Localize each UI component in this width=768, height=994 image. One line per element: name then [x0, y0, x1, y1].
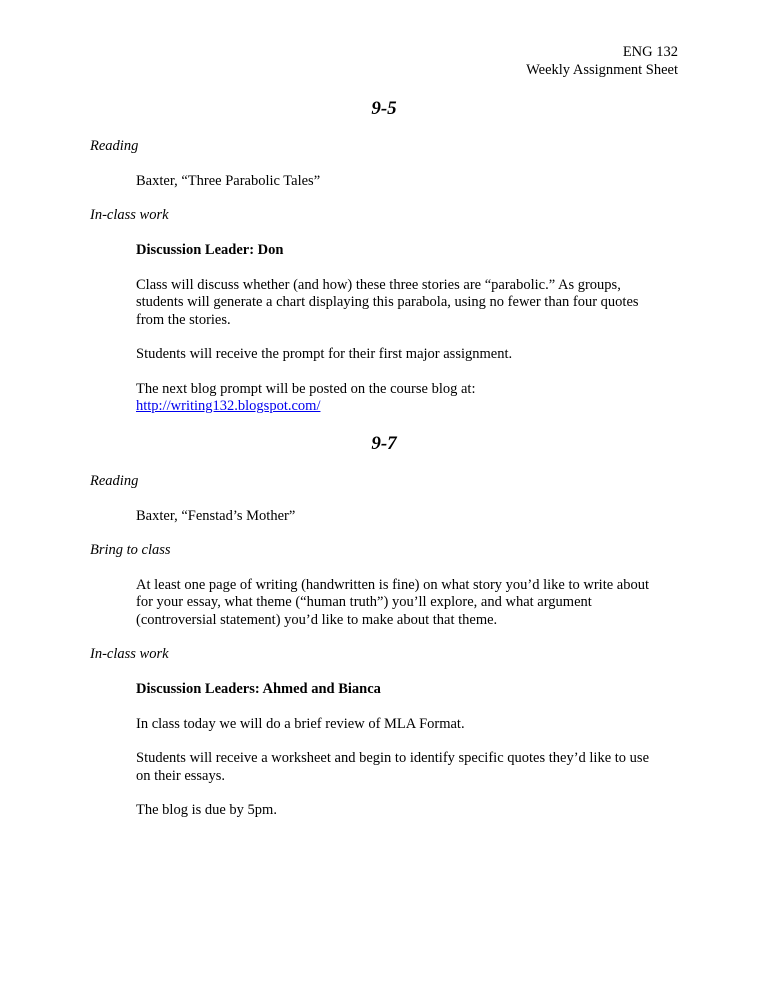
discussion-leader: Discussion Leader: Don: [136, 242, 284, 258]
reading-heading: Reading: [90, 473, 139, 489]
reading-assignment: Baxter, “Three Parabolic Tales”: [136, 173, 321, 189]
paragraph: In class today we will do a brief review of MLA Format.: [136, 716, 465, 732]
paragraph-line: At least one page of writing (handwritten is fine) on what story you’d like to write about: [136, 577, 650, 593]
paragraph-line: for your essay, what theme (“human truth”) you’ll explore, and what argument: [136, 594, 592, 610]
reading-assignment: Baxter, “Fenstad’s Mother”: [136, 508, 296, 524]
blog-link[interactable]: [136, 398, 686, 416]
bring-heading: Bring to class: [90, 542, 171, 558]
blog-link-text[interactable]: http://writing132.blogspot.com/: [136, 398, 321, 414]
course-code: ENG 132: [622, 44, 678, 60]
paragraph: The next blog prompt will be posted on the course blog at:: [136, 381, 476, 397]
paragraph: The blog is due by 5pm.: [136, 802, 277, 818]
sheet-title: Weekly Assignment Sheet: [526, 62, 678, 78]
inclass-heading: In-class work: [90, 646, 169, 662]
paragraph-line: Class will discuss whether (and how) these three stories are “parabolic.” As groups,: [136, 277, 621, 293]
date-heading-9-7: 9-7: [371, 433, 397, 454]
paragraph-line: from the stories.: [136, 312, 231, 328]
date-heading-9-5: 9-5: [371, 98, 397, 119]
paragraph-line: (controversial statement) you’d like to make about that theme.: [136, 612, 498, 628]
inclass-heading: In-class work: [90, 207, 169, 223]
paragraph-line: Students will receive a worksheet and begin to identify specific quotes they’d like to use: [136, 750, 650, 766]
paragraph: Students will receive the prompt for their first major assignment.: [136, 346, 513, 362]
reading-heading: Reading: [90, 138, 139, 154]
paragraph-line: students will generate a chart displaying this parabola, using no fewer than four quotes: [136, 294, 639, 310]
discussion-leader: Discussion Leaders: Ahmed and Bianca: [136, 681, 381, 697]
paragraph-line: on their essays.: [136, 768, 225, 784]
